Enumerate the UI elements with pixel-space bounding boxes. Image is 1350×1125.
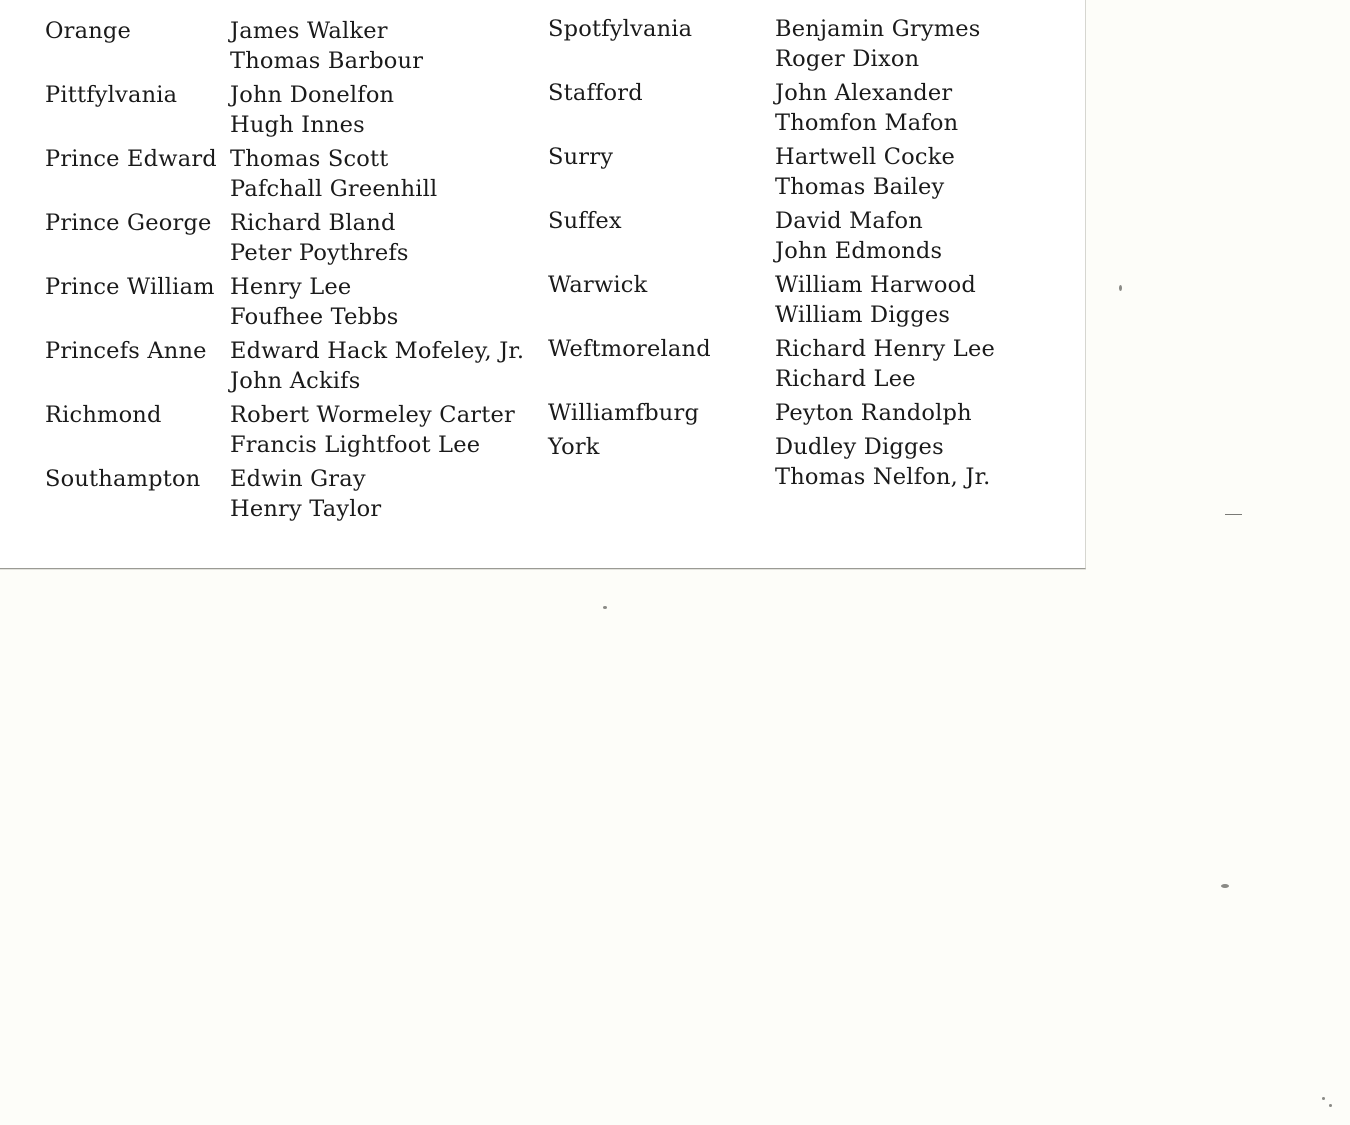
county-name: Prince Edward: [45, 146, 217, 172]
county-name: Richmond: [45, 402, 162, 428]
delegate-name: John Alexander: [775, 80, 953, 106]
county-name: Orange: [45, 18, 132, 44]
delegate-name: John Edmonds: [775, 238, 943, 264]
delegate-name: Peyton Randolph: [775, 400, 972, 426]
county-name: Pittfylvania: [45, 82, 178, 108]
delegate-name: Peter Poythrefs: [230, 240, 409, 266]
delegate-list: [230, 208, 409, 268]
delegate-list: [230, 400, 515, 460]
delegate-name: Thomas Bailey: [775, 174, 945, 200]
county-name: Weftmoreland: [548, 336, 711, 362]
delegate-list: [230, 464, 381, 524]
delegate-list: [775, 142, 955, 202]
delegate-name: Henry Taylor: [230, 496, 382, 522]
delegate-name: Richard Lee: [775, 366, 916, 392]
delegate-name: Thomas Barbour: [230, 48, 424, 74]
delegate-name: Robert Wormeley Carter: [230, 402, 515, 428]
county-name: York: [548, 434, 600, 460]
county-name: Surry: [548, 144, 614, 170]
delegate-name: Thomas Scott: [230, 146, 389, 172]
delegate-name: Dudley Digges: [775, 434, 944, 460]
delegate-list: [230, 16, 423, 76]
county-name: Princefs Anne: [45, 338, 207, 364]
delegate-name: Richard Henry Lee: [775, 336, 995, 362]
delegate-name: Edward Hack Mofeley, Jr.: [230, 338, 525, 364]
delegate-list: [775, 432, 990, 492]
delegate-name: Thomas Nelfon, Jr.: [775, 464, 991, 490]
delegate-list: [775, 14, 981, 74]
scan-speck: [603, 606, 607, 609]
delegate-name: Richard Bland: [230, 210, 396, 236]
county-name: Warwick: [548, 272, 648, 298]
delegate-name: Henry Lee: [230, 274, 352, 300]
county-name: Suffex: [548, 208, 622, 234]
delegate-name: Thomfon Mafon: [775, 110, 959, 136]
delegate-name: James Walker: [230, 18, 388, 44]
county-name: Southampton: [45, 466, 201, 492]
delegate-name: William Digges: [775, 302, 951, 328]
delegate-list: [230, 144, 437, 204]
delegate-name: Edwin Gray: [230, 466, 366, 492]
county-name: Prince George: [45, 210, 212, 236]
delegate-list: [775, 398, 972, 428]
delegate-name: Hartwell Cocke: [775, 144, 956, 170]
delegate-list: [230, 272, 399, 332]
document-page: [0, 0, 1086, 569]
delegate-name: John Ackifs: [230, 368, 361, 394]
county-name: Spotfylvania: [548, 16, 693, 42]
county-name: Prince William: [45, 274, 215, 300]
scan-speck: [1322, 1097, 1325, 1100]
delegate-name: John Donelfon: [230, 82, 395, 108]
delegate-name: Roger Dixon: [775, 46, 920, 72]
delegate-list: [775, 334, 995, 394]
county-name: Stafford: [548, 80, 643, 106]
delegate-list: [230, 80, 394, 140]
scan-speck: [1119, 285, 1122, 291]
scan-mark: [1225, 514, 1242, 515]
scan-speck: [1221, 884, 1229, 888]
scan-speck: [1329, 1104, 1332, 1107]
delegate-name: Foufhee Tebbs: [230, 304, 399, 330]
delegate-list: [775, 206, 942, 266]
delegate-list: [230, 336, 524, 396]
delegate-name: David Mafon: [775, 208, 923, 234]
county-name: Williamfburg: [548, 400, 700, 426]
delegate-name: Francis Lightfoot Lee: [230, 432, 481, 458]
delegate-list: [775, 78, 958, 138]
delegate-list: [775, 270, 976, 330]
delegate-name: Hugh Innes: [230, 112, 365, 138]
delegate-name: William Harwood: [775, 272, 976, 298]
delegate-name: Pafchall Greenhill: [230, 176, 438, 202]
delegate-name: Benjamin Grymes: [775, 16, 981, 42]
